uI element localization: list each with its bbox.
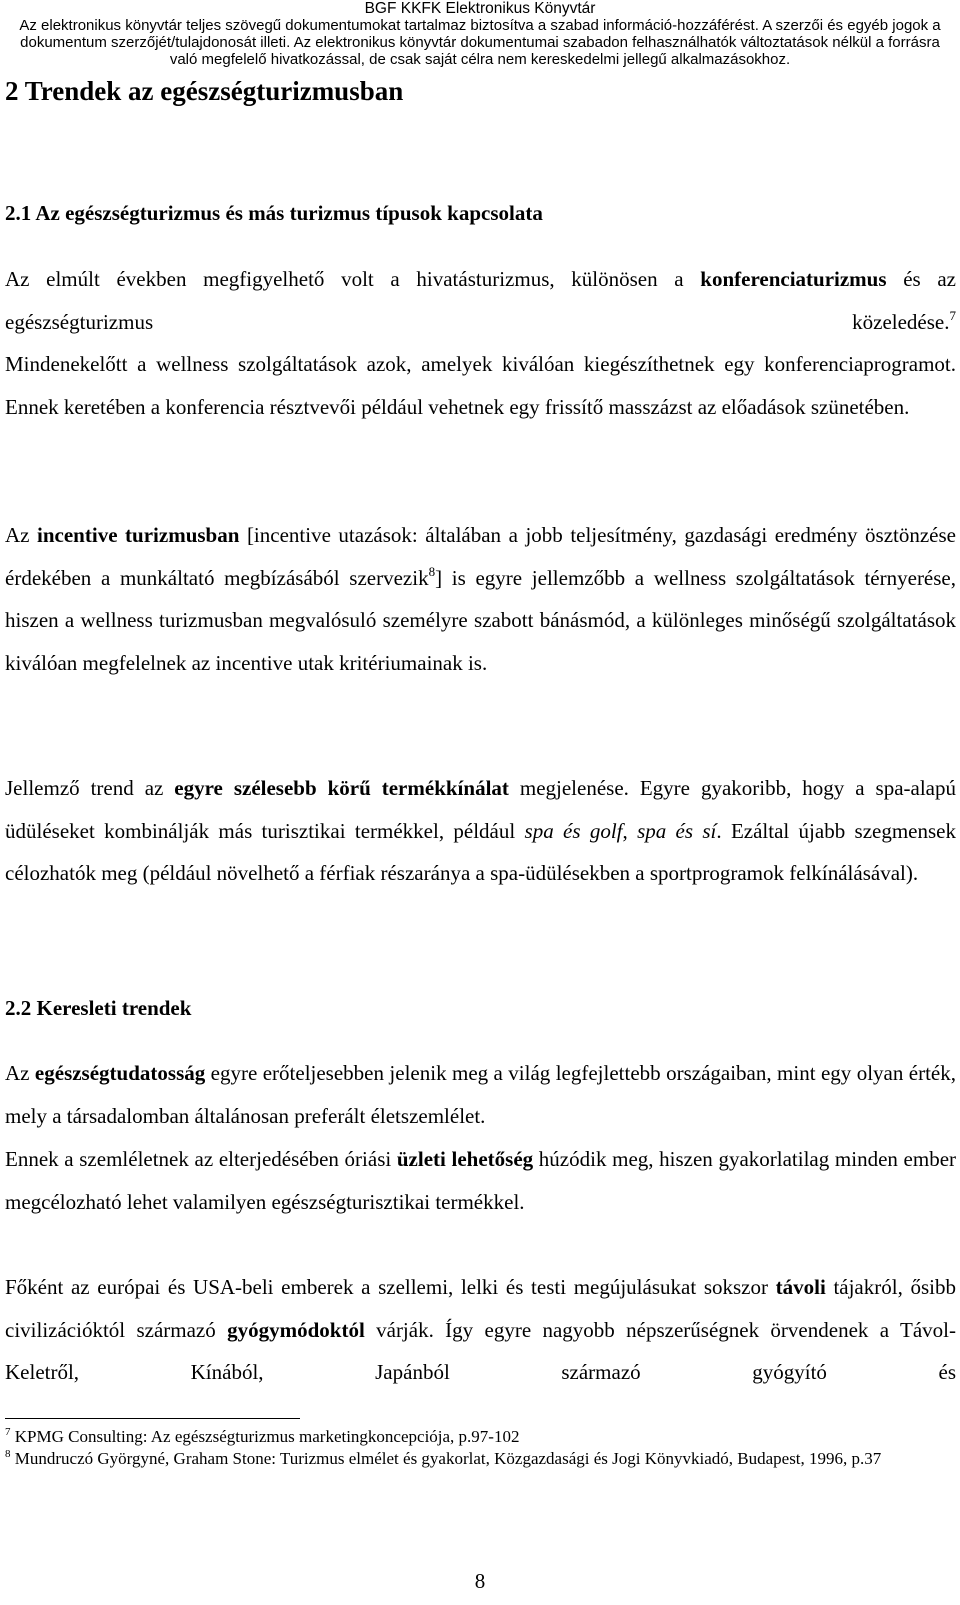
emphasis-gyogymodoktol: gyógymódoktól <box>227 1317 365 1342</box>
emphasis-incentive-turizmusban: incentive turizmusban <box>37 523 240 547</box>
paragraph-far-east-remedies: Főként az európai és USA-beli emberek a szellemi, lelki és testi megújulásukat sokszor távoli tájakról, ősibb civilizációktól származó gyógymódoktól várják. Így egyre nagyobb népszerűségnek örvendenek a Távol-Keletről, Kínából, Japánból származó gyógyító és <box>5 1275 956 1384</box>
copyright-banner <box>0 0 960 68</box>
footnote-8: $^8$ Mundruczó Györgyné, Graham Stone: Turizmus elmélet és gyakorlat, Közgazdasági és Jogi Könyvkiadó, Budapest, 1996, p.37 <box>5 1448 882 1468</box>
paragraph-incentive-tourism: Az incentive turizmusban [incentive utazások: általában a jobb teljesítmény, gazdasági eredmény ösztönzése érdekében a munkáltató megbízásából szervezik$^8$] is egyre jellemzőbb a wellness szolgáltatások térnyerése, hiszen a wellness turizmusban megvalósuló személyre szabott bánásmód, a különleges minőségű szolgáltatások kiválóan megfelelnek az incentive utak kritériumainak is. <box>5 523 956 675</box>
paragraph-wellness-services: Mindenekelőtt a wellness szolgáltatások azok, amelyek kiválóan kiegészíthetnek egy konferenciaprogramot. Ennek keretében a konferencia résztvevői például vehetnek egy frissítő masszázst az előadások szünetében. <box>5 352 956 419</box>
paragraph-product-range: Jellemző trend az egyre szélesebb körű termékkínálat megjelenése. Egyre gyakoribb, hogy a spa-alapú üdüléseket kombinálják más turisztikai termékkel, például spa és golf, spa és sí. Ezáltal újabb szegmensek célozhatók meg (például növelhető a férfiak részaránya a spa-üdülésekben a sportprogramok felkínálásával). <box>5 776 956 885</box>
italic-spa-golf: spa és golf <box>524 818 623 843</box>
section-title-2-1: 2.1 Az egészségturizmus és más turizmus típusok kapcsolata <box>5 201 543 225</box>
emphasis-konferenciaturizmus: konferenciaturizmus <box>700 267 887 291</box>
footnote-ref-7: 7 <box>949 307 956 323</box>
emphasis-uzleti-lehetoseg: üzleti lehetőség <box>396 1147 534 1171</box>
banner-line-1: Az elektronikus könyvtár teljes szövegű dokumentumokat tartalmaz biztosítva a szabad információ-hozzáférést. A szerzői és egyéb jogok a <box>19 17 941 34</box>
section-title-2-2: 2.2 Keresleti trendek <box>5 996 192 1020</box>
banner-title: BGF KKFK Elektronikus Könyvtár <box>364 0 596 17</box>
paragraph-health-awareness: Az egészségtudatosság egyre erőteljesebben jelenik meg a világ legfejlettebb országaiban, mint egy olyan érték, mely a társadalomban általánosan preferált életszemlélet. <box>5 1061 956 1128</box>
emphasis-egeszsegtudatossag: egészségtudatosság <box>34 1061 206 1085</box>
chapter-title: 2 Trendek az egészségturizmusban <box>5 76 404 106</box>
emphasis-tavoli: távoli <box>775 1275 826 1299</box>
emphasis-product-range: egyre szélesebb körű termékkínálat <box>174 776 509 800</box>
footnote-7: $^7$ KPMG Consulting: Az egészségturizmus marketingkoncepciója, p.97-102 <box>5 1426 520 1446</box>
paragraph-business-opportunity: Ennek a szemléletnek az elterjedésében óriási üzleti lehetőség húzódik meg, hiszen gyakorlatilag minden ember megcélozható lehet valamilyen egészségturisztikai termékkel. <box>5 1147 957 1214</box>
footnote-separator <box>5 1418 300 1419</box>
italic-spa-ski: spa és sí <box>637 818 717 843</box>
page-number: 8 <box>474 1569 486 1593</box>
footnote-ref-8: 8 <box>428 563 436 579</box>
banner-line-2: dokumentum szerzőjét/tulajdonosát illeti. Az elektronikus könyvtár dokumentumai szabadon felhasználhatók változtatások nélkül a forrásra <box>20 34 940 51</box>
banner-line-3: való megfelelő hivatkozással, de csak saját célra nem kereskedelmi jellegű alkalmazásokhoz. <box>169 51 791 68</box>
paragraph-conference-tourism: Az elmúlt években megfigyelhető volt a hivatásturizmus, különösen a konferenciaturizmus és az egészségturizmus közeledése.$^7$ <box>5 267 956 334</box>
